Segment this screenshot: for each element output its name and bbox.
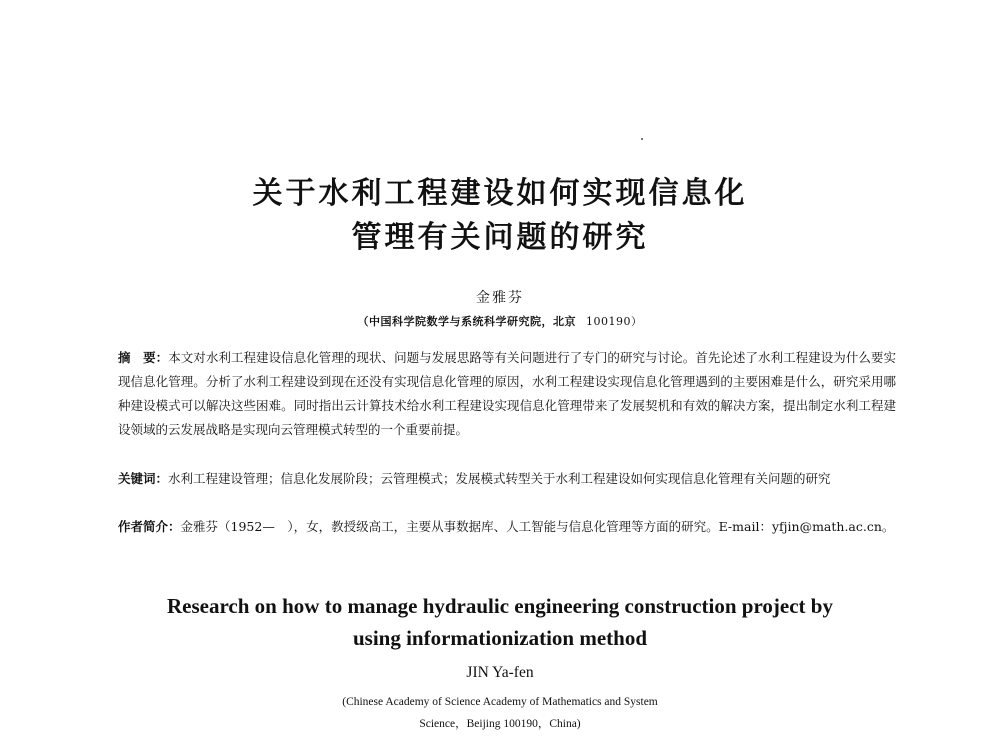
keywords-label: 关键词： — [118, 471, 169, 486]
abstract-text: 本文对水利工程建设信息化管理的现状、问题与发展思路等有关问题进行了专门的研究与讨论。首先论述了水利工程建设为什么要实现信息化管理。分析了水利工程建设到现在还没有实现信息化管理的原因，水利工程建设实现信息化管理遇到的主要困难是什么，研究采用哪种建设模式可以解决这些困难。同时指出云计算技术给水利工程建设实现信息化管理带来了发展契机和有效的解决方案，提出制定水利工程建设领域的云发展战略是实现向云管理模式转型的一个重要前提。 — [118, 350, 896, 437]
keywords-text: 水利工程建设管理；信息化发展阶段；云管理模式；发展模式转型关于水利工程建设如何实现信息化管理有关问题的研究 — [168, 471, 831, 486]
chinese-title — [0, 172, 1000, 260]
english-author: JIN Ya-fen — [466, 664, 534, 681]
abstract — [118, 346, 896, 442]
author-bio-label: 作者简介： — [118, 519, 181, 534]
chinese-title-line-1: 关于水利工程建设如何实现信息化 — [252, 176, 748, 211]
author-bio — [118, 515, 896, 539]
chinese-affiliation-text: （中国科学院数学与系统科学研究院，北京 — [357, 315, 576, 328]
chinese-affiliation — [0, 313, 1000, 329]
scan-speck — [641, 138, 643, 140]
abstract-label: 摘 要： — [118, 350, 169, 365]
english-title-line-2: using informationization method — [352, 626, 648, 650]
english-affiliation — [0, 691, 1000, 735]
english-title — [0, 590, 1000, 654]
english-affiliation-line-1: (Chinese Academy of Science Academy of Mathematics and System — [342, 696, 658, 708]
chinese-title-line-2: 管理有关问题的研究 — [351, 220, 649, 255]
english-affiliation-line-2: Science，Beijing 100190，China) — [419, 718, 581, 730]
chinese-author: 金雅芬 — [476, 290, 524, 306]
keywords — [118, 467, 896, 491]
chinese-postcode: 100190） — [586, 315, 643, 328]
author-bio-text: 金雅芬（1952— ），女，教授级高工，主要从事数据库、人工智能与信息化管理等方面的研究。E-mail：yfjin@math.ac.cn。 — [180, 519, 895, 534]
english-title-line-1: Research on how to manage hydraulic engineering construction project by — [167, 594, 833, 618]
